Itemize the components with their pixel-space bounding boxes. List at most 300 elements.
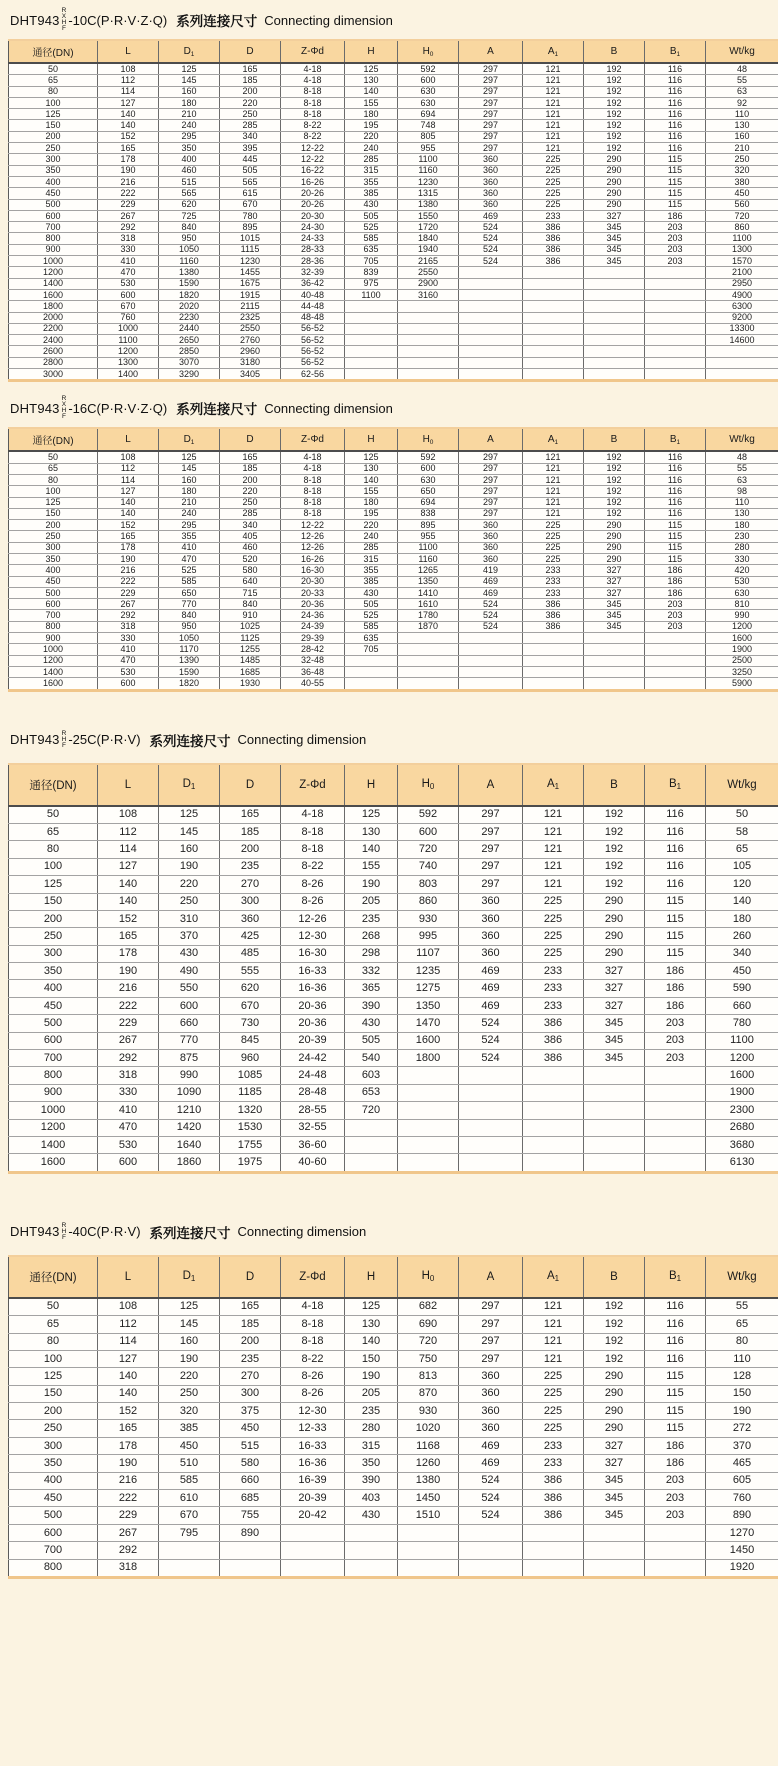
column-header: $A_1$ [523, 428, 584, 451]
table-cell: 4-18 [281, 463, 345, 474]
table-section [8, 1222, 768, 1579]
table-cell: 125 [345, 1298, 398, 1316]
table-cell: 225 [523, 1385, 584, 1402]
table-cell [645, 1542, 706, 1559]
table-cell: 220 [159, 1368, 220, 1385]
table-cell: 152 [98, 910, 159, 927]
table-cell: 115 [645, 520, 706, 531]
table-cell: 130 [345, 75, 398, 86]
table-cell: 24-36 [281, 610, 345, 621]
table-cell: 780 [706, 1015, 778, 1032]
table-cell: 116 [645, 86, 706, 97]
table-cell: 290 [584, 165, 645, 176]
table-cell: 56-52 [281, 323, 345, 334]
table-cell: 180 [159, 486, 220, 497]
table-cell: 222 [98, 997, 159, 1014]
pressure-class: -10C(P·R·V·Z·Q) [68, 12, 168, 28]
table-cell [645, 323, 706, 334]
table-cell: 345 [584, 256, 645, 267]
table-cell: 28-33 [281, 244, 345, 255]
table-cell: 32-48 [281, 655, 345, 666]
table-cell: 12-26 [281, 542, 345, 553]
table-cell: 121 [523, 75, 584, 86]
table-cell: 140 [98, 876, 159, 893]
table-cell: 900 [9, 244, 98, 255]
table-cell: 390 [345, 997, 398, 1014]
table-cell: 1820 [159, 289, 220, 300]
table-cell [345, 1559, 398, 1577]
table-cell: 40-55 [281, 678, 345, 690]
table-cell: 216 [98, 176, 159, 187]
table-cell: 150 [706, 1385, 778, 1402]
table-cell: 190 [98, 165, 159, 176]
table-row [9, 176, 778, 187]
table-cell: 40-48 [281, 289, 345, 300]
table-cell: 1780 [398, 610, 459, 621]
table-cell [459, 633, 523, 644]
table-cell: 16-33 [281, 963, 345, 980]
table-cell: 360 [459, 910, 523, 927]
table-cell: 8-22 [281, 1350, 345, 1367]
table-cell [584, 346, 645, 357]
table-row [9, 1385, 778, 1402]
column-header: H [345, 764, 398, 806]
table-cell: 403 [345, 1490, 398, 1507]
table-cell: 65 [9, 1316, 98, 1333]
table-section [8, 8, 768, 382]
table-cell: 8-18 [281, 841, 345, 858]
table-cell [345, 312, 398, 323]
table-cell: 705 [345, 644, 398, 655]
table-cell: 290 [584, 1420, 645, 1437]
table-head [9, 40, 778, 63]
table-cell: 505 [220, 165, 281, 176]
table-cell: 12-22 [281, 520, 345, 531]
table-row [9, 109, 778, 120]
table-cell: 200 [220, 86, 281, 97]
table-cell [459, 1067, 523, 1084]
table-cell: 48 [706, 63, 778, 75]
table-cell: 950 [159, 621, 220, 632]
table-cell: 320 [159, 1403, 220, 1420]
table-cell: 1100 [98, 335, 159, 346]
table-cell: 4900 [706, 289, 778, 300]
table-cell: 116 [645, 63, 706, 75]
table-cell: 114 [98, 86, 159, 97]
table-row [9, 165, 778, 176]
table-cell: 8-18 [281, 86, 345, 97]
table-cell: 127 [98, 1350, 159, 1367]
table-cell: 36-48 [281, 666, 345, 677]
column-header: H [345, 1256, 398, 1298]
table-cell: 186 [645, 1455, 706, 1472]
table-cell: 1800 [9, 301, 98, 312]
table-cell: 2165 [398, 256, 459, 267]
table-cell: 875 [159, 1050, 220, 1067]
table-cell: 600 [9, 210, 98, 221]
table-cell: 1755 [220, 1136, 281, 1153]
table-cell: 121 [523, 143, 584, 154]
table-cell: 540 [345, 1050, 398, 1067]
table-cell: 755 [220, 1507, 281, 1524]
table-cell [584, 1102, 645, 1119]
table-cell: 127 [98, 858, 159, 875]
table-cell: 469 [459, 587, 523, 598]
table-cell: 635 [345, 244, 398, 255]
table-cell: 250 [9, 531, 98, 542]
table-cell: 185 [220, 463, 281, 474]
column-header: $A_1$ [523, 764, 584, 806]
table-cell: 1200 [706, 621, 778, 632]
table-cell: 1530 [220, 1119, 281, 1136]
table-cell: 12-33 [281, 1420, 345, 1437]
table-cell: 116 [645, 109, 706, 120]
table-cell [345, 678, 398, 690]
table-cell: 990 [159, 1067, 220, 1084]
table-cell [345, 369, 398, 381]
table-cell: 297 [459, 451, 523, 463]
table-cell: 50 [706, 806, 778, 824]
table-cell: 116 [645, 463, 706, 474]
table-cell: 160 [159, 841, 220, 858]
table-cell [645, 301, 706, 312]
table-cell: 1400 [9, 278, 98, 289]
table-cell: 360 [459, 893, 523, 910]
table-cell: 200 [220, 1333, 281, 1350]
table-cell: 360 [459, 154, 523, 165]
table-row [9, 75, 778, 86]
table-cell: 1100 [345, 289, 398, 300]
column-header: A [459, 764, 523, 806]
table-cell: 24-30 [281, 222, 345, 233]
table-cell: 125 [9, 109, 98, 120]
table-cell: 450 [706, 963, 778, 980]
table-cell: 65 [9, 823, 98, 840]
table-row [9, 1490, 778, 1507]
dimension-table [8, 1255, 778, 1579]
table-cell: 290 [584, 1385, 645, 1402]
table-cell [459, 323, 523, 334]
table-cell: 150 [9, 893, 98, 910]
table-cell: 585 [159, 1472, 220, 1489]
table-cell: 300 [220, 893, 281, 910]
column-header: $A_1$ [523, 40, 584, 63]
table-cell: 203 [645, 222, 706, 233]
dimension-table [8, 39, 778, 382]
table-cell: 120 [706, 876, 778, 893]
table-cell: 20-39 [281, 1032, 345, 1049]
table-cell: 395 [220, 143, 281, 154]
table-cell: 297 [459, 823, 523, 840]
column-header: $B_1$ [645, 40, 706, 63]
table-cell: 1085 [220, 1067, 281, 1084]
table-cell: 225 [523, 910, 584, 927]
table-cell: 2900 [398, 278, 459, 289]
table-cell: 600 [159, 997, 220, 1014]
table-cell: 813 [398, 1368, 459, 1385]
table-cell: 355 [345, 176, 398, 187]
table-cell: 386 [523, 1032, 584, 1049]
table-cell: 345 [584, 621, 645, 632]
variant-letter: R [61, 7, 67, 14]
table-cell: 375 [220, 1403, 281, 1420]
table-cell: 800 [9, 1067, 98, 1084]
table-cell: 297 [459, 1333, 523, 1350]
table-cell: 192 [584, 451, 645, 463]
table-cell: 116 [645, 474, 706, 485]
table-cell [459, 335, 523, 346]
table-cell: 327 [584, 1455, 645, 1472]
table-cell: 2650 [159, 335, 220, 346]
table-cell: 121 [523, 1350, 584, 1367]
variant-letter: X [61, 401, 67, 409]
table-cell: 2960 [220, 346, 281, 357]
table-cell: 115 [645, 531, 706, 542]
table-cell: 660 [220, 1472, 281, 1489]
table-cell [523, 346, 584, 357]
table-cell [523, 1154, 584, 1172]
table-cell: 115 [645, 910, 706, 927]
table-cell [584, 1084, 645, 1101]
table-cell: 165 [98, 531, 159, 542]
table-cell: 1160 [159, 256, 220, 267]
table-cell: 580 [220, 565, 281, 576]
table-row [9, 1542, 778, 1559]
table-cell: 930 [398, 1403, 459, 1420]
table-cell: 225 [523, 1403, 584, 1420]
table-cell: 16-26 [281, 176, 345, 187]
table-cell: 180 [159, 97, 220, 108]
table-cell: 80 [9, 86, 98, 97]
table-cell [523, 1102, 584, 1119]
table-row [9, 1015, 778, 1032]
table-cell: 485 [220, 945, 281, 962]
table-cell: 524 [459, 599, 523, 610]
table-cell: 630 [398, 86, 459, 97]
table-cell [523, 267, 584, 278]
table-cell: 2680 [706, 1119, 778, 1136]
table-cell [459, 1102, 523, 1119]
table-cell: 660 [159, 1015, 220, 1032]
table-cell: 740 [398, 858, 459, 875]
table-cell: 125 [345, 451, 398, 463]
table-cell: 1590 [159, 666, 220, 677]
column-header: $H_0$ [398, 764, 459, 806]
table-cell: 32-39 [281, 267, 345, 278]
table-cell: 2550 [398, 267, 459, 278]
table-cell: 1380 [398, 1472, 459, 1489]
table-cell: 640 [220, 576, 281, 587]
table-cell: 360 [459, 553, 523, 564]
table-row [9, 1420, 778, 1437]
column-header: Z-Φd [281, 1256, 345, 1298]
table-cell: 950 [159, 233, 220, 244]
table-cell: 203 [645, 610, 706, 621]
table-cell: 127 [98, 486, 159, 497]
table-cell: 190 [159, 858, 220, 875]
table-row [9, 474, 778, 485]
table-row [9, 199, 778, 210]
table-row [9, 312, 778, 323]
table-cell: 345 [584, 233, 645, 244]
table-cell [398, 666, 459, 677]
column-header: $H_0$ [398, 428, 459, 451]
table-cell [398, 357, 459, 368]
table-cell: 192 [584, 120, 645, 131]
table-cell: 318 [98, 1559, 159, 1577]
table-cell [345, 323, 398, 334]
table-cell: 178 [98, 1437, 159, 1454]
table-row [9, 910, 778, 927]
table-cell: 229 [98, 199, 159, 210]
table-cell: 220 [345, 520, 398, 531]
table-cell: 682 [398, 1298, 459, 1316]
table-cell: 298 [345, 945, 398, 962]
table-cell: 297 [459, 63, 523, 75]
table-cell: 500 [9, 1015, 98, 1032]
table-cell: 386 [523, 610, 584, 621]
table-cell: 121 [523, 1298, 584, 1316]
table-cell: 386 [523, 256, 584, 267]
table-cell: 125 [9, 1368, 98, 1385]
table-cell: 530 [98, 1136, 159, 1153]
variant-letter: R [61, 395, 67, 403]
table-cell: 121 [523, 858, 584, 875]
table-cell [523, 678, 584, 690]
table-cell: 500 [9, 587, 98, 598]
table-cell: 1100 [706, 233, 778, 244]
table-cell: 297 [459, 806, 523, 824]
table-cell: 605 [706, 1472, 778, 1489]
table-cell [459, 1542, 523, 1559]
table-section [8, 730, 768, 1174]
table-cell [398, 301, 459, 312]
table-cell: 192 [584, 143, 645, 154]
series-title-en: Connecting dimension [264, 400, 393, 416]
table-cell: 225 [523, 945, 584, 962]
table-cell: 670 [220, 997, 281, 1014]
table-cell: 185 [220, 823, 281, 840]
table-cell: 760 [706, 1490, 778, 1507]
table-cell: 190 [345, 876, 398, 893]
table-cell: 4-18 [281, 75, 345, 86]
table-cell: 1510 [398, 1507, 459, 1524]
table-cell: 1168 [398, 1437, 459, 1454]
table-cell: 20-42 [281, 1507, 345, 1524]
column-header: B [584, 764, 645, 806]
table-cell: 222 [98, 188, 159, 199]
table-cell: 240 [345, 143, 398, 154]
table-cell: 297 [459, 486, 523, 497]
column-header: $B_1$ [645, 1256, 706, 1298]
series-title-en: Connecting dimension [237, 1224, 367, 1240]
table-cell: 58 [706, 823, 778, 840]
table-cell [345, 301, 398, 312]
table-cell [523, 1067, 584, 1084]
table-cell: 838 [398, 508, 459, 519]
table-cell: 115 [645, 553, 706, 564]
table-cell: 116 [645, 1350, 706, 1367]
table-cell: 8-18 [281, 497, 345, 508]
table-cell: 715 [220, 587, 281, 598]
table-cell: 500 [9, 1507, 98, 1524]
table-cell: 360 [459, 531, 523, 542]
table-cell [459, 655, 523, 666]
table-cell: 130 [706, 508, 778, 519]
table-cell: 345 [584, 1050, 645, 1067]
table-row [9, 531, 778, 542]
table-cell: 150 [9, 120, 98, 131]
table-cell: 365 [345, 980, 398, 997]
table-cell: 390 [345, 1472, 398, 1489]
table-cell [220, 1542, 281, 1559]
table-row [9, 1368, 778, 1385]
table-cell: 300 [9, 945, 98, 962]
column-header: Z-Φd [281, 764, 345, 806]
table-cell [345, 1136, 398, 1153]
table-cell: 32-55 [281, 1119, 345, 1136]
table-row [9, 267, 778, 278]
table-cell: 419 [459, 565, 523, 576]
table-cell: 105 [706, 858, 778, 875]
table-cell: 327 [584, 963, 645, 980]
table-cell: 327 [584, 565, 645, 576]
table-row [9, 289, 778, 300]
table-cell: 330 [98, 1084, 159, 1101]
table-cell: 8-18 [281, 97, 345, 108]
table-cell: 327 [584, 210, 645, 221]
table-row [9, 876, 778, 893]
pressure-class: -25C(P·R·V) [68, 732, 141, 748]
table-cell: 460 [220, 542, 281, 553]
table-cell: 520 [220, 553, 281, 564]
series-title-cn: 系列连接尺寸 [176, 402, 258, 418]
table-cell [584, 1154, 645, 1172]
table-cell: 192 [584, 63, 645, 75]
table-cell: 16-30 [281, 565, 345, 576]
table-cell: 360 [459, 1368, 523, 1385]
table-cell: 380 [706, 176, 778, 187]
table-cell: 210 [159, 497, 220, 508]
table-cell: 272 [706, 1420, 778, 1437]
table-cell: 100 [9, 858, 98, 875]
table-cell: 112 [98, 823, 159, 840]
table-cell: 192 [584, 86, 645, 97]
table-cell: 112 [98, 1316, 159, 1333]
table-cell [459, 312, 523, 323]
table-cell [159, 1542, 220, 1559]
table-cell: 186 [645, 997, 706, 1014]
table-cell: 585 [345, 621, 398, 632]
table-cell: 165 [220, 806, 281, 824]
table-cell [523, 644, 584, 655]
table-cell: 50 [9, 451, 98, 463]
table-row [9, 542, 778, 553]
table-cell: 80 [9, 841, 98, 858]
table-cell: 297 [459, 858, 523, 875]
table-cell: 603 [345, 1067, 398, 1084]
table-cell: 1570 [706, 256, 778, 267]
table-cell: 720 [706, 210, 778, 221]
column-header: $D_1$ [159, 428, 220, 451]
table-cell: 990 [706, 610, 778, 621]
table-cell [523, 289, 584, 300]
table-cell: 195 [345, 120, 398, 131]
table-cell [645, 346, 706, 357]
table-cell: 1107 [398, 945, 459, 962]
table-cell: 205 [345, 893, 398, 910]
table-cell: 16-36 [281, 980, 345, 997]
